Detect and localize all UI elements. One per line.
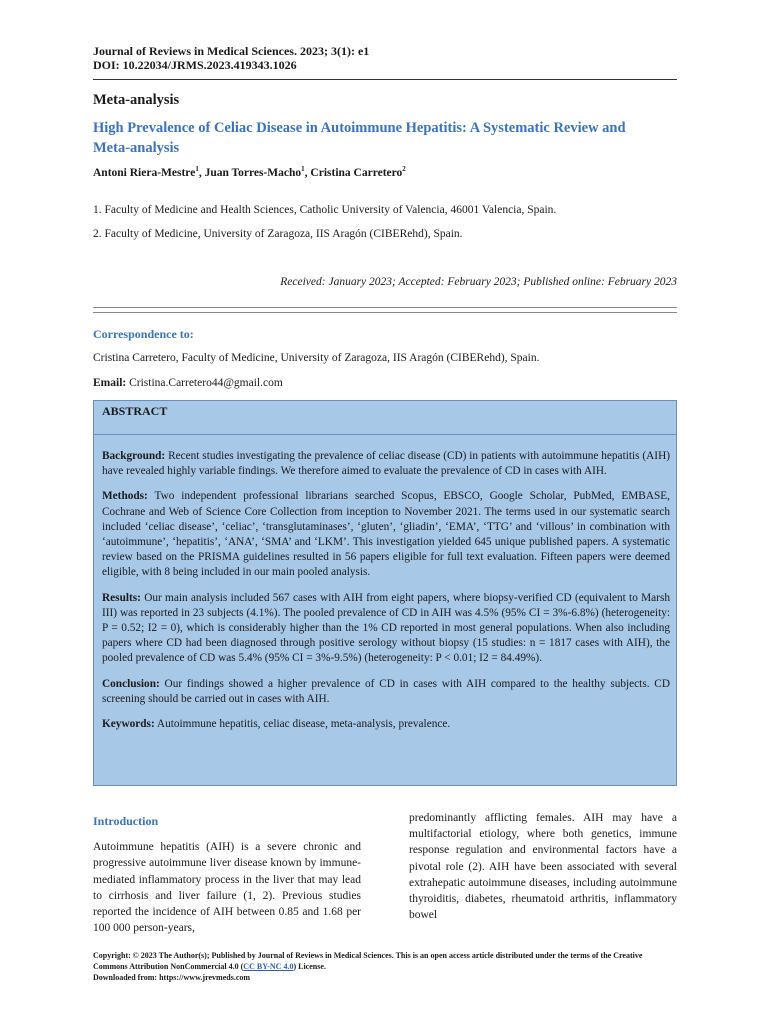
background-text: Recent studies investigating the prevalence of celiac disease (CD) in patients with autoimmune hepatitis (AIH) have revealed highly variable findings. We therefore aimed to evaluate the prevalence of CD in cases with AIH. <box>102 450 670 478</box>
methods-text: Two independent professional librarians searched Scopus, EBSCO, Google Scholar, PubMed, EMBASE, Cochrane and Web of Science Core Collection from inception to November 2021. The terms used in our systematic search included ‘celiac disease’, ‘celiac’, ‘transglutaminases’, ‘gluten’, ‘gliadin’, ‘EMA’, ‘TTG’ and ‘villous’ in combination with ‘autoimmune’, ‘hepatitis’, ‘ANA’, ‘SMA’ and ‘LKM’. This investigation yielded 645 unique published papers. A systematic review based on the PRISMA guidelines resulted in 56 papers eligible for full text evaluation. Fifteen papers were deemed eligible, with 8 being included in our main pooled analysis. <box>102 490 670 579</box>
abstract-results <box>102 591 670 667</box>
license-link[interactable]: CC BY-NC 4.0 <box>243 962 294 971</box>
results-label: Results: <box>102 591 141 604</box>
article-title <box>93 118 683 158</box>
background-label: Background: <box>102 450 166 462</box>
title-line-1: High Prevalence of Celiac Disease in Autoimmune Hepatitis: A Systematic Review and <box>93 120 626 136</box>
keywords-label: Keywords: <box>102 718 155 731</box>
author-name: Antoni Riera-Mestre <box>93 166 196 179</box>
journal-citation: Journal of Reviews in Medical Sciences. 2023; 3(1): e1 <box>93 44 370 58</box>
section-divider <box>93 307 677 313</box>
download-source: Downloaded from: https://www.jrevmeds.com <box>93 973 251 982</box>
introduction-continued: predominantly afflicting females. AIH may have a multifactorial etiology, where both genetics, immune response regulation and environmental factors have a pivotal role (2). AIH have been associated with several extrahepatic autoimmune diseases, including autoimmune thyroiditis, diabetes, rheumatoid arthritis, inflammatory bowel <box>409 812 677 922</box>
conclusion-text: Our findings showed a higher prevalence of CD in cases with AIH compared to the healthy subjects. CD screening should be carried out in cases with AIH. <box>102 677 670 705</box>
body-column-right <box>409 810 677 923</box>
abstract-keywords <box>102 717 670 732</box>
copyright-text: Copyright: © 2023 The Author(s); Published by Journal of Reviews in Medical Sciences. This is an open access article distributed under the terms of the Creative Commons Attribution NonCommercial 4.0 ( <box>93 951 643 971</box>
author-affiliation-mark: 1 <box>301 165 305 173</box>
author-name: , Cristina Carretero <box>304 166 403 179</box>
article-type: Meta-analysis <box>93 92 180 108</box>
abstract-methods <box>102 489 670 580</box>
title-line-2: Meta-analysis <box>93 140 180 156</box>
email-address[interactable]: Cristina.Carretero44@gmail.com <box>126 377 283 389</box>
copyright-footer <box>93 950 677 983</box>
header-divider <box>93 79 677 80</box>
conclusion-label: Conclusion: <box>102 677 160 690</box>
methods-label: Methods: <box>102 490 148 503</box>
abstract-conclusion <box>102 677 670 707</box>
abstract-background <box>102 449 670 479</box>
author-name: , Juan Torres-Macho <box>198 166 302 179</box>
body-column-left <box>93 813 361 936</box>
abstract-body <box>102 449 670 742</box>
results-text: Our main analysis included 567 cases with AIH from eight papers, where biopsy-verified CD (equivalent to Marsh III) was reported in 23 subjects (4.1%). The pooled prevalence of CD in AIH was 4.5% (95% CI = 3%-6.8%) (heterogeneity: P = 0.52; I2 = 0), which is considerably higher than the 1% CD reported in most general populations. When also including papers where CD had been diagnosed through positive serology without biopsy (15 studies: n = 1817 cases with AIH), the pooled prevalence of CD was 5.4% (95% CI = 3%-9.5%) (heterogeneity: P < 0.01; I2 = 84.49%). <box>102 591 670 665</box>
affiliation-1: 1. Faculty of Medicine and Health Sciences, Catholic University of Valencia, 46001 Valencia, Spain. <box>93 204 557 216</box>
abstract-heading: ABSTRACT <box>94 401 676 435</box>
correspondence-label: Correspondence to: <box>93 327 194 341</box>
doi-line: DOI: 10.22034/JRMS.2023.419343.1026 <box>93 58 297 72</box>
correspondence-address: Cristina Carretero, Faculty of Medicine, University of Zaragoza, IIS Aragón (CIBERehd), Spain. <box>93 352 540 364</box>
publication-dates: Received: January 2023; Accepted: February 2023; Published online: February 2023 <box>280 276 677 288</box>
keywords-text: Autoimmune hepatitis, celiac disease, meta-analysis, prevalence. <box>154 718 451 731</box>
copyright-text-end: ) License. <box>293 962 326 971</box>
email-label: Email: <box>93 377 127 389</box>
correspondence-email <box>93 377 283 389</box>
abstract-box <box>93 400 677 786</box>
author-affiliation-mark: 1 <box>195 165 199 173</box>
introduction-heading: Introduction <box>93 814 159 828</box>
affiliation-2: 2. Faculty of Medicine, University of Zaragoza, IIS Aragón (CIBERehd), Spain. <box>93 228 463 240</box>
introduction-paragraph: Autoimmune hepatitis (AIH) is a severe chronic and progressive autoimmune liver disease known by immune-mediated inflammatory process in the liver that may lead to cirrhosis and liver failure (1, 2). Previous studies reported the incidence of AIH between 0.85 and 1.68 per 100 000 person-years, <box>93 841 361 935</box>
author-affiliation-mark: 2 <box>402 165 406 173</box>
author-list <box>93 165 406 179</box>
